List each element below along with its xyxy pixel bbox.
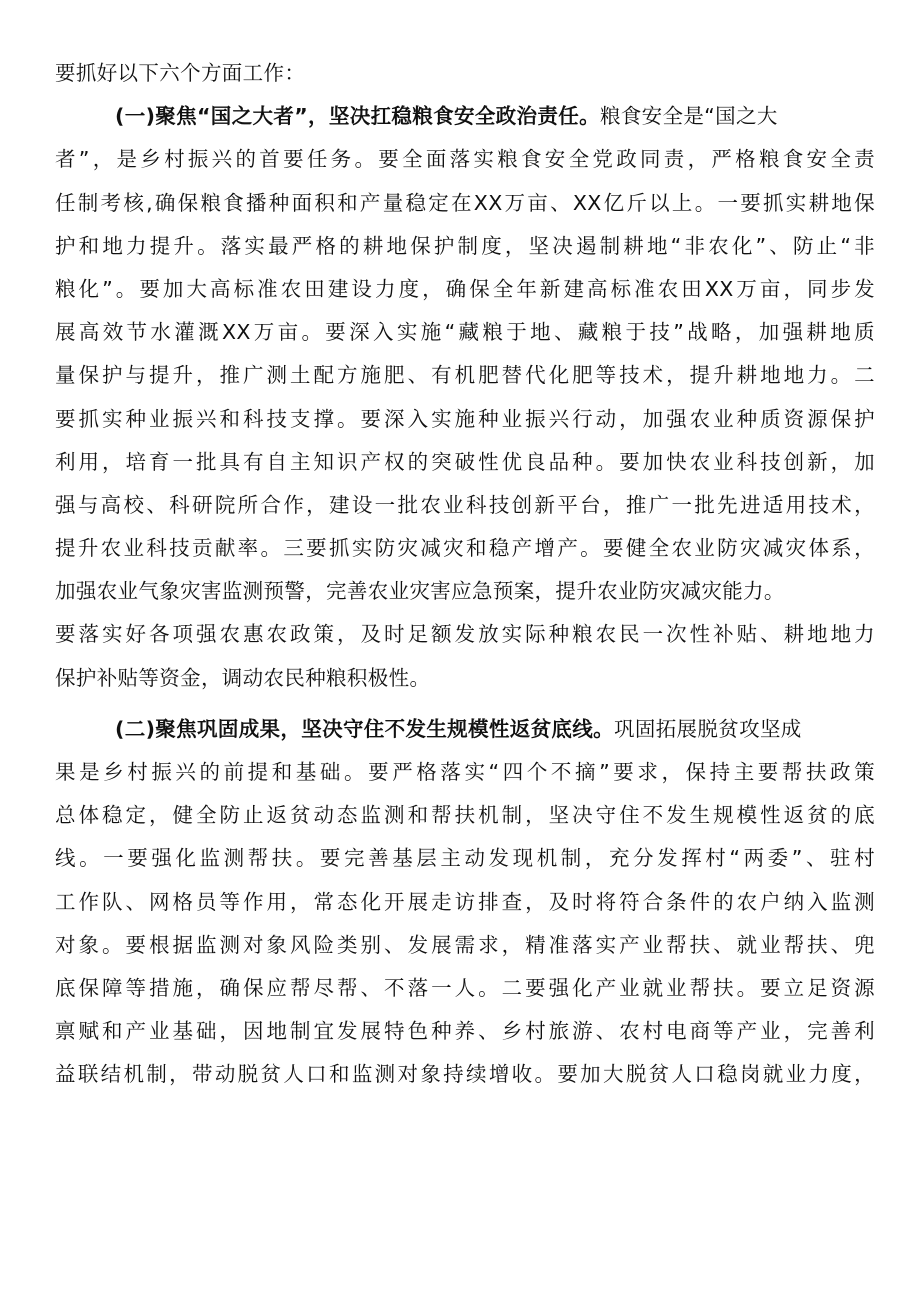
section-1-line: 任制考核,确保粮食播种面积和产量稳定在XX万亩、XX亿斤以上。一要抓实耕地保 (55, 190, 875, 215)
section-1-line: 量保护与提升，推广测土配方施肥、有机肥替代化肥等技术，提升耕地地力。二 (55, 363, 875, 388)
section-1-text: 粮食安全是“国之大 (599, 104, 778, 129)
section-2-first-line (55, 708, 875, 751)
section-2-line: 对象。要根据监测对象风险类别、发展需求，精准落实产业帮扶、就业帮扶、兜 (55, 932, 875, 957)
section-2-line: 工作队、网格员等作用，常态化开展走访排查，及时将符合条件的农户纳入监测 (55, 889, 875, 914)
section-1-line: 展高效节水灌溉XX万亩。要深入实施“藏粮于地、藏粮于技”战略，加强耕地质 (55, 320, 875, 345)
section-1-line: 者”，是乡村振兴的首要任务。要全面落实粮食安全党政同责，严格粮食安全责 (55, 147, 875, 172)
section-1-line: 粮化”。要加大高标准农田建设力度，确保全年新建高标准农田XX万亩，同步发 (55, 276, 875, 301)
section-1-line: 加强农业气象灾害监测预警，完善农业灾害应急预案，提升农业防灾减灾能力。 (55, 579, 785, 604)
section-1-line: 要落实好各项强农惠农政策，及时足额发放实际种粮农民一次性补贴、耕地地力 (55, 622, 875, 647)
section-1-first-line (55, 95, 875, 138)
section-1-line: 利用，培育一批具有自主知识产权的突破性优良品种。要加快农业科技创新，加 (55, 449, 875, 474)
section-1-line: 强与高校、科研院所合作，建设一批农业科技创新平台，推广一批先进适用技术， (55, 492, 875, 517)
document-body (55, 52, 875, 1097)
section-1-line: 保护补贴等资金，调动农民种粮积极性。 (55, 665, 431, 690)
section-2-line: 禀赋和产业基础，因地制宜发展特色种养、乡村旅游、农村电商等产业，完善利 (55, 1019, 875, 1044)
section-2-line: 益联结机制，带动脱贫人口和监测对象持续增收。要加大脱贫人口稳岗就业力度， (55, 1062, 875, 1087)
section-1-line: 要抓实种业振兴和科技支撑。要深入实施种业振兴行动，加强农业种质资源保护 (55, 406, 875, 431)
section-1-heading: (一)聚焦“国之大者”，坚决扛稳粮食安全政治责任。 (115, 104, 600, 129)
section-2-line: 底保障等措施，确保应帮尽帮、不落一人。二要强化产业就业帮扶。要立足资源 (55, 975, 875, 1000)
section-2-text: 巩固拓展脱贫攻坚成 (614, 716, 802, 741)
section-1-line: 提升农业科技贡献率。三要抓实防灾减灾和稳产增产。要健全农业防灾减灾体系， (55, 536, 875, 561)
paragraph-gap (55, 700, 875, 708)
intro-line: 要抓好以下六个方面工作： (55, 61, 306, 85)
section-1-line: 护和地力提升。落实最严格的耕地保护制度，坚决遏制耕地“非农化”、防止“非 (55, 233, 875, 258)
section-2-line: 总体稳定，健全防止返贫动态监测和帮扶机制，坚决守住不发生规模性返贫的底 (55, 803, 875, 828)
section-2-line: 果是乡村振兴的前提和基础。要严格落实“四个不摘”要求，保持主要帮扶政策 (55, 760, 875, 784)
section-2-heading: (二)聚焦巩固成果，坚决守住不发生规模性返贫底线。 (115, 716, 614, 741)
section-2-line: 线。一要强化监测帮扶。要完善基层主动发现机制，充分发挥村“两委”、驻村 (55, 846, 875, 871)
